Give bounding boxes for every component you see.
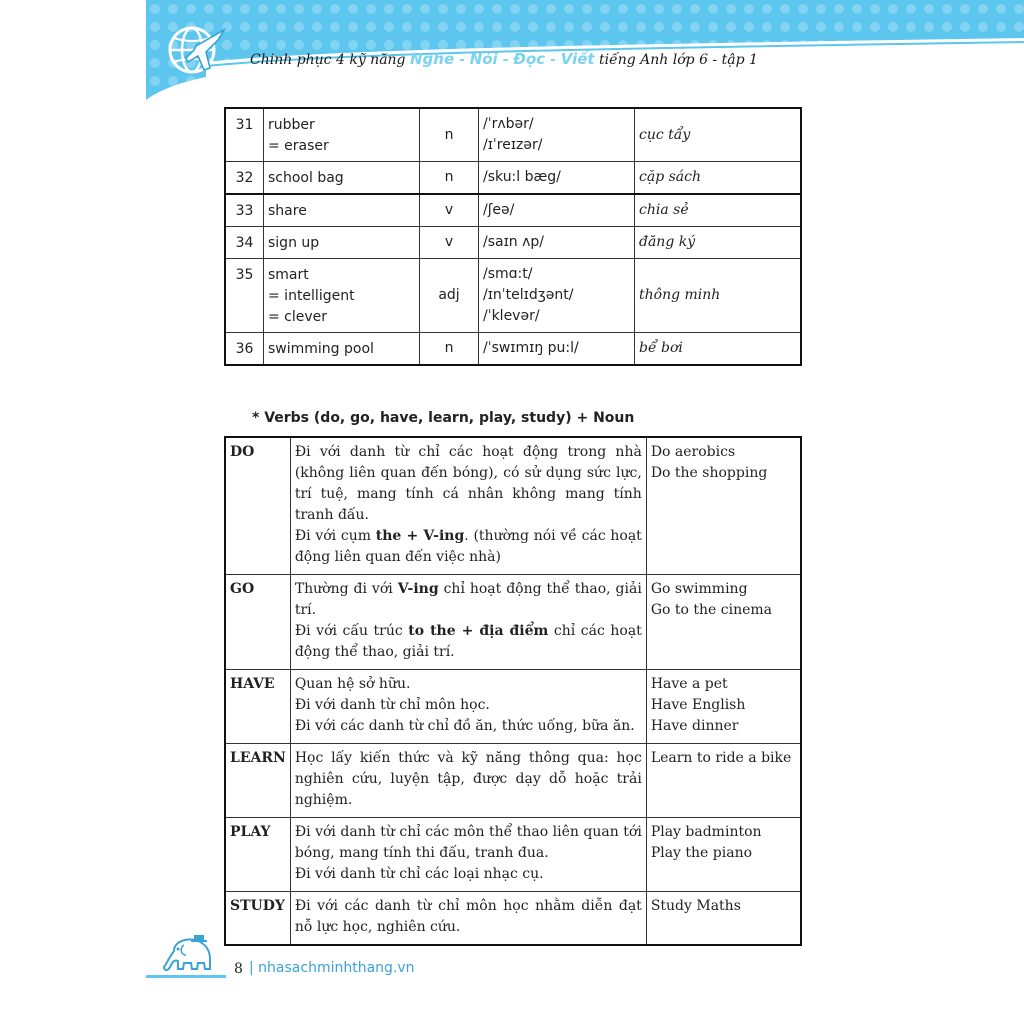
vocab-pronunciation [479,227,635,259]
example-text: Go swimming [650,581,748,597]
vocab-meaning-text: bể bơi [639,340,683,356]
description-line [295,621,642,663]
vocab-row [225,333,801,366]
example-text: Do the shopping [650,465,768,481]
vocab-pronunciation-text: /sku:l bæg/ [483,169,561,185]
vocab-pronunciation [479,259,635,333]
verb-row [225,892,801,946]
description-line: Đi với các danh từ chỉ đồ ăn, thức uống, bữa ăn. [294,718,635,734]
verb-row [225,670,801,744]
vocab-pronunciation-text: /ʃeə/ [483,202,515,218]
vocab-number [225,194,264,227]
website-link[interactable]: nhasachminhthang.vn [258,960,415,976]
verb-description [290,670,646,744]
vocab-meaning [635,227,802,259]
vocab-word-text: = intelligent [268,288,355,304]
vocab-number [225,259,264,333]
verb-description [290,575,646,670]
example-text: Play the piano [650,845,753,861]
vocab-pronunciation [479,108,635,162]
page-number: 8 [234,961,243,977]
vocab-row [225,259,801,333]
verb-name: HAVE [225,670,290,744]
vocab-pronunciation [479,162,635,195]
example-text: Have a pet [650,676,728,692]
vocab-part-of-speech [420,108,479,162]
vocab-part-of-speech [420,227,479,259]
vocab-word [264,162,420,195]
description-line: Đi với danh từ chỉ môn học. [294,697,490,713]
verb-description [290,892,646,946]
example-text: Do aerobics [650,444,736,460]
vocab-row [225,227,801,259]
vocab-number [225,333,264,366]
description-line [295,526,642,568]
vocab-word-text: rubber [268,117,315,133]
vocab-part-of-speech-text: v [444,234,454,250]
verb-name: LEARN [225,744,290,818]
footer-separator: | [249,960,254,976]
vocab-number [225,108,264,162]
description-structure: the + V-ing [375,528,465,544]
verb-row [225,744,801,818]
vocab-pronunciation-text: /ˈswɪmɪŋ pu:l/ [483,340,579,356]
vocab-word-text: share [268,203,307,219]
vocab-word [264,259,420,333]
vocab-word [264,227,420,259]
vocab-part-of-speech-text: adj [438,287,460,303]
title-suffix: tiếng Anh lớp 6 - tập 1 [599,52,758,68]
vocab-part-of-speech-text: n [444,340,454,356]
vocab-number-text: 32 [235,170,254,186]
vocab-pronunciation-text: /saɪn ʌp/ [483,234,545,250]
description-text: chỉ hoạt động thể thao, giải trí. [294,581,642,618]
elephant-logo-icon [160,933,226,977]
vocab-meaning-text: thông minh [639,287,721,303]
header-title [250,50,758,68]
vocab-meaning-text: chia sẻ [639,202,689,218]
vocab-meaning [635,194,802,227]
vocab-pronunciation-text: /ɪˈreɪzər/ [483,137,543,153]
vocab-number-text: 35 [235,267,254,283]
vocab-number-text: 36 [235,341,254,357]
verb-examples [646,670,801,744]
vocab-number-text: 34 [235,235,254,251]
example-text: Have English [650,697,746,713]
skill-listening: Nghe [409,50,455,68]
verb-examples [646,892,801,946]
verb-examples [646,575,801,670]
description-structure: V-ing [397,581,439,597]
vocab-pronunciation-text: /ˈrʌbər/ [483,116,534,132]
vocab-row [225,108,801,162]
title-prefix: Chinh phục 4 kỹ năng [250,52,406,68]
vocab-pronunciation-text: /smɑ:t/ [483,266,533,282]
title-dash: - [545,52,561,68]
vocab-part-of-speech [420,194,479,227]
vocab-word-text: = clever [268,309,328,325]
vocab-number [225,227,264,259]
vocab-pronunciation [479,333,635,366]
skill-reading: Đọc [513,50,546,68]
description-line: Đi với danh từ chỉ các loại nhạc cụ. [294,866,544,882]
vocab-meaning-text: cặp sách [639,169,701,185]
vocab-word [264,194,420,227]
vocab-pronunciation-text: /ɪnˈtelɪdʒənt/ [483,287,574,303]
description-line: Đi với các danh từ chỉ môn học nhằm diễn đạt nỗ lực học, nghiên cứu. [294,898,642,935]
vocab-meaning [635,333,802,366]
globe-plane-icon [166,22,226,78]
vocab-pronunciation [479,194,635,227]
description-text: Đi với cụm [294,528,376,544]
vocab-part-of-speech-text: v [444,202,454,218]
vocab-part-of-speech [420,333,479,366]
verb-row [225,437,801,575]
vocab-word-text: school bag [268,170,344,186]
verb-examples [646,744,801,818]
vocab-meaning-text: cục tẩy [639,126,691,143]
title-dash: - [454,52,470,68]
verb-description [290,744,646,818]
vocab-part-of-speech [420,162,479,195]
description-text: chỉ các hoạt động thể thao, giải trí. [294,623,642,660]
footer-website[interactable] [249,960,415,976]
vocab-row [225,194,801,227]
verb-examples [646,818,801,892]
verbs-table [224,436,802,946]
verb-name: DO [225,437,290,575]
verb-name: GO [225,575,290,670]
example-text: Study Maths [650,898,741,914]
description-text: Thường đi với [294,581,398,597]
vocab-word [264,108,420,162]
skill-writing: Viết [560,50,595,68]
vocab-number-text: 33 [235,203,254,219]
description-text: Đi với cấu trúc [294,623,409,639]
description-line: Học lấy kiến thức và kỹ năng thông qua: học nghiên cứu, luyện tập, được dạy dỗ hoặc trải nghiệm. [294,750,642,808]
example-text: Go to the cinema [650,602,772,618]
vocab-meaning [635,259,802,333]
verb-description [290,818,646,892]
description-text: . (thường nói về các hoạt động liên quan đến việc nhà) [294,528,642,565]
example-text: Play badminton [650,824,762,840]
verb-name: STUDY [225,892,290,946]
verb-row [225,575,801,670]
footer-line [146,975,226,978]
description-line [295,579,642,621]
vocab-word-text: swimming pool [268,341,374,357]
verbs-heading: * Verbs (do, go, have, learn, play, study) + Noun [252,410,635,426]
vocab-word-text: = eraser [268,138,329,154]
description-structure: to the + địa điểm [408,623,549,639]
title-dash: - [497,52,514,68]
vocab-part-of-speech-text: n [444,169,454,185]
description-line: Quan hệ sở hữu. [294,676,411,692]
vocab-meaning [635,162,802,195]
vocab-word [264,333,420,366]
vocab-word-text: sign up [268,235,320,251]
vocab-number-text: 31 [235,117,254,133]
vocab-meaning-text: đăng ký [639,234,696,250]
vocab-meaning [635,108,802,162]
example-text: Learn to ride a bike [650,750,792,766]
vocabulary-table [224,107,802,366]
vocab-row [225,162,801,195]
vocab-part-of-speech-text: n [444,126,454,143]
description-line: Đi với danh từ chỉ các hoạt động trong nhà (không liên quan đến bóng), có sử dụng sức lực, trí tuệ, mang tính cá nhân không mang tính tranh đấu. [294,444,642,523]
verb-row [225,818,801,892]
vocab-word-text: smart [268,267,309,283]
vocab-number [225,162,264,195]
vocab-part-of-speech [420,259,479,333]
vocab-pronunciation-text: /ˈklevər/ [483,308,540,324]
skill-speaking: Nói [469,50,498,68]
description-line: Đi với danh từ chỉ các môn thể thao liên quan tới bóng, mang tính thi đấu, tranh đua. [294,824,642,861]
verb-description [290,437,646,575]
verb-examples [646,437,801,575]
verb-name: PLAY [225,818,290,892]
example-text: Have dinner [650,718,739,734]
